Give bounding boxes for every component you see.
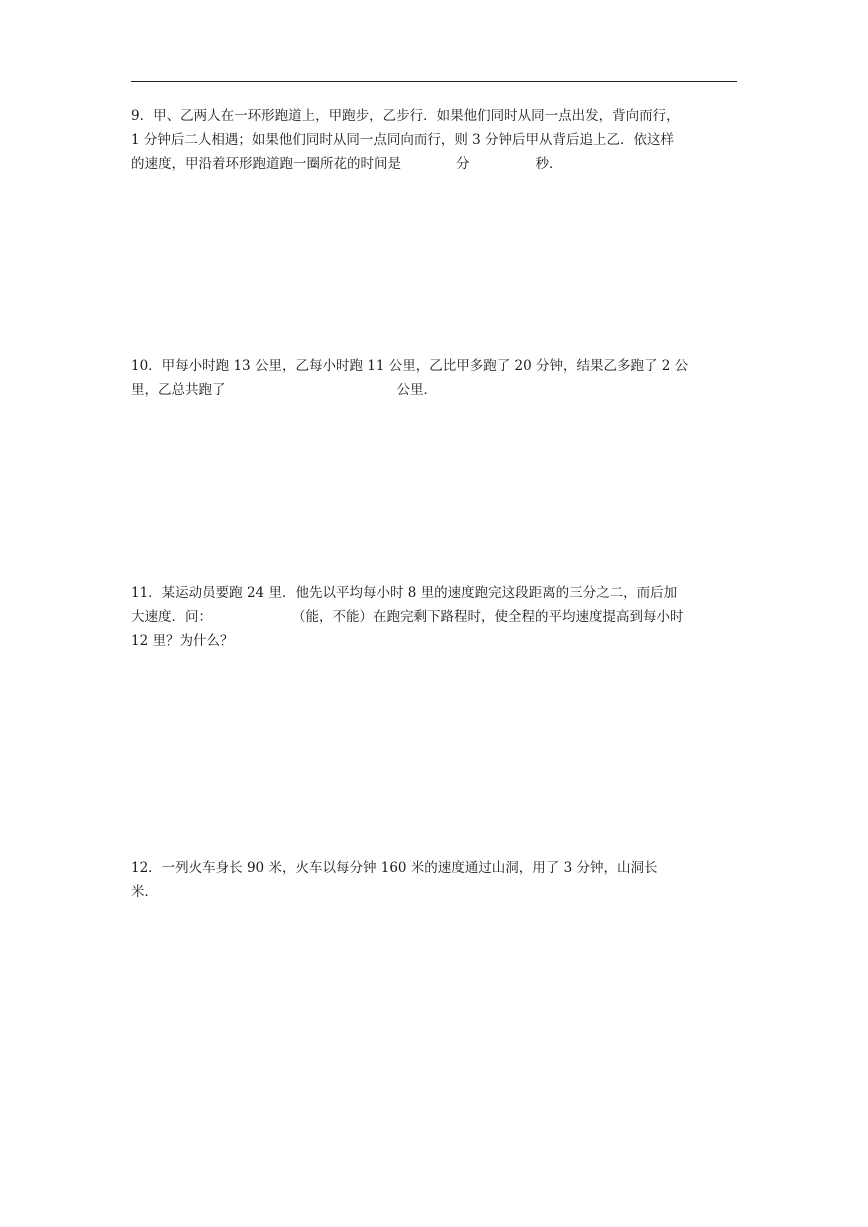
question-9-line-2: 1 分钟后二人相遇；如果他们同时从同一点同向而行，则 3 分钟后甲从背后追上乙．依这样 <box>131 132 675 148</box>
question-9-line-3-text: 的速度，甲沿着环形跑道跑一圈所花的时间是 <box>131 156 401 172</box>
question-11-line-2-text: 大速度．问： <box>131 609 212 625</box>
unit-minutes: 分 <box>456 156 470 172</box>
unit-seconds: 秒． <box>535 156 563 172</box>
question-12 <box>131 856 737 904</box>
question-10 <box>131 354 737 402</box>
question-11-line-2-rest: （能，不能）在跑完剩下路程时，使全程的平均速度提高到每小时 <box>292 609 684 625</box>
unit-km: 公里． <box>396 382 437 398</box>
question-11 <box>131 581 737 653</box>
question-11-line-1: 11．某运动员要跑 24 里．他先以平均每小时 8 里的速度跑完这段距离的三分之二，而后加 <box>131 585 678 601</box>
question-12-line-2: 米． <box>131 884 158 900</box>
question-12-line-1: 12．一列火车身长 90 米，火车以每分钟 160 米的速度通过山洞，用了 3 分钟，山洞长 <box>131 860 658 876</box>
question-10-line-1: 10．甲每小时跑 13 公里，乙每小时跑 11 公里，乙比甲多跑了 20 分钟，结果乙多跑了 2 公 <box>131 358 689 374</box>
question-11-line-3: 12 里？为什么？ <box>131 633 234 649</box>
question-9-line-1: 9．甲、乙两人在一环形跑道上，甲跑步，乙步行．如果他们同时从同一点出发，背向而行， <box>131 108 680 124</box>
question-9 <box>131 104 737 176</box>
header-rule <box>131 81 737 82</box>
question-10-line-2 <box>131 378 737 402</box>
question-11-line-2 <box>131 605 737 629</box>
question-9-line-3 <box>131 152 737 176</box>
question-10-line-2-text: 里，乙总共跑了 <box>131 382 226 398</box>
